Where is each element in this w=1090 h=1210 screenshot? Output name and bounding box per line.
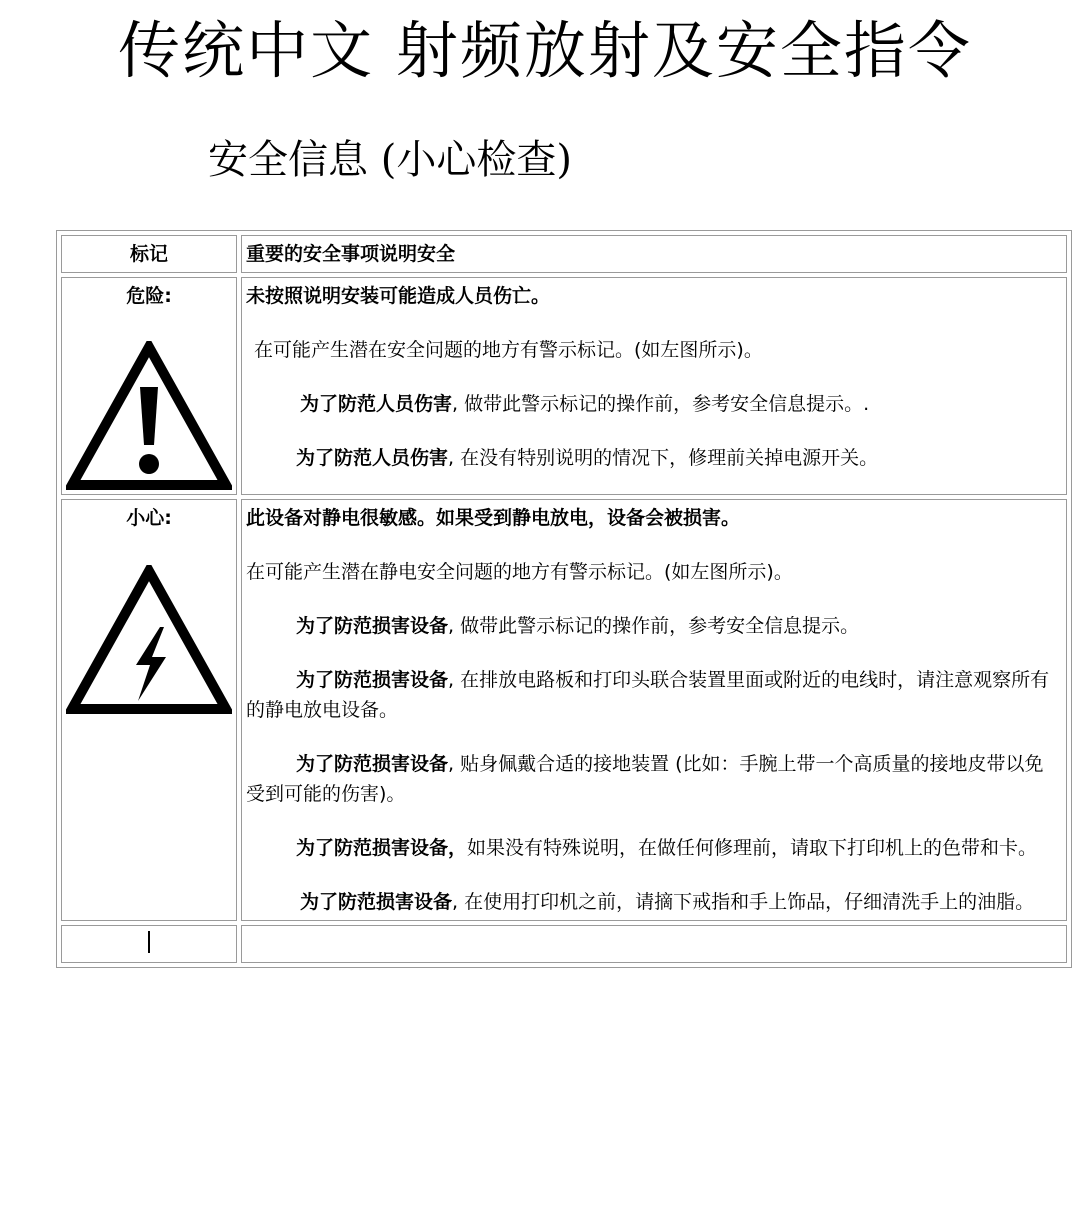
caution-label: 小心: (126, 507, 172, 529)
caution-heading: 此设备对静电很敏感。如果受到静电放电，设备会被损害。 (246, 507, 741, 529)
caution-p5-emphasis: 为了防范损害设备， (296, 837, 468, 859)
danger-paragraph-1: 在可能产生潜在安全问题的地方有警示标记。(如左图所示)。 (254, 339, 763, 361)
caution-p4-emphasis: 为了防范损害设备 (296, 753, 449, 775)
caution-row (61, 499, 1067, 921)
caution-paragraph-2 (246, 611, 1062, 641)
page-title: 传统中文 射频放射及安全指令 (118, 14, 972, 87)
caution-label-cell (61, 499, 237, 921)
danger-heading: 未按照说明安装可能造成人员伤亡。 (246, 285, 551, 307)
caution-paragraph-6 (246, 887, 1062, 917)
caution-p3-emphasis: 为了防范损害设备 (296, 669, 449, 691)
danger-paragraph-3 (246, 443, 1062, 473)
danger-paragraph-2 (246, 389, 1062, 419)
caution-p6-text: , 在使用打印机之前，请摘下戒指和手上饰品，仔细清洗手上的油脂。 (452, 891, 1035, 913)
caution-p4-text: , 贴身佩戴合适的接地装置 (比如：手腕上带一个高质量的接地皮带以免受到可能的伤害)。 (246, 753, 1044, 805)
danger-p3-text: , 在没有特别说明的情况下，修理前关掉电源开关。 (448, 447, 879, 469)
danger-p2-emphasis: 为了防范人员伤害 (300, 393, 453, 415)
danger-label-cell (61, 277, 237, 495)
caution-paragraph-5 (246, 833, 1062, 863)
caution-content-cell (241, 499, 1067, 921)
caution-p2-text: , 做带此警示标记的操作前，参考安全信息提示。 (448, 615, 860, 637)
partial-icon-fragment (148, 931, 150, 953)
header-label-column: 标记 (61, 235, 237, 273)
caution-paragraph-4 (246, 749, 1062, 809)
caution-paragraph-1: 在可能产生潜在静电安全问题的地方有警示标记。(如左图所示)。 (246, 561, 793, 583)
caution-p5-text: 如果没有特殊说明，在做任何修理前，请取下打印机上的色带和卡。 (467, 837, 1038, 859)
danger-content-cell (241, 277, 1067, 495)
safety-table (56, 230, 1072, 968)
danger-row (61, 277, 1067, 495)
header-description-column: 重要的安全事项说明安全 (241, 235, 1067, 273)
caution-paragraph-3 (246, 665, 1062, 725)
next-label-cell (61, 925, 237, 963)
caution-p6-emphasis: 为了防范损害设备 (300, 891, 453, 913)
danger-p2-text: , 做带此警示标记的操作前，参考安全信息提示。. (452, 393, 870, 415)
danger-p3-emphasis: 为了防范人员伤害 (296, 447, 449, 469)
caution-p3-text: , 在排放电路板和打印头联合装置里面或附近的电线时，请注意观察所有的静电放电设备。 (246, 669, 1050, 721)
danger-label: 危险: (126, 285, 172, 307)
warning-exclamation-triangle-icon (66, 341, 232, 491)
section-subtitle: 安全信息 (小心检查) (208, 137, 572, 183)
table-header-row (61, 235, 1067, 273)
caution-p2-emphasis: 为了防范损害设备 (296, 615, 449, 637)
electrical-hazard-lightning-triangle-icon (66, 565, 232, 715)
next-row-partial (61, 925, 1067, 963)
next-content-cell (241, 925, 1067, 963)
